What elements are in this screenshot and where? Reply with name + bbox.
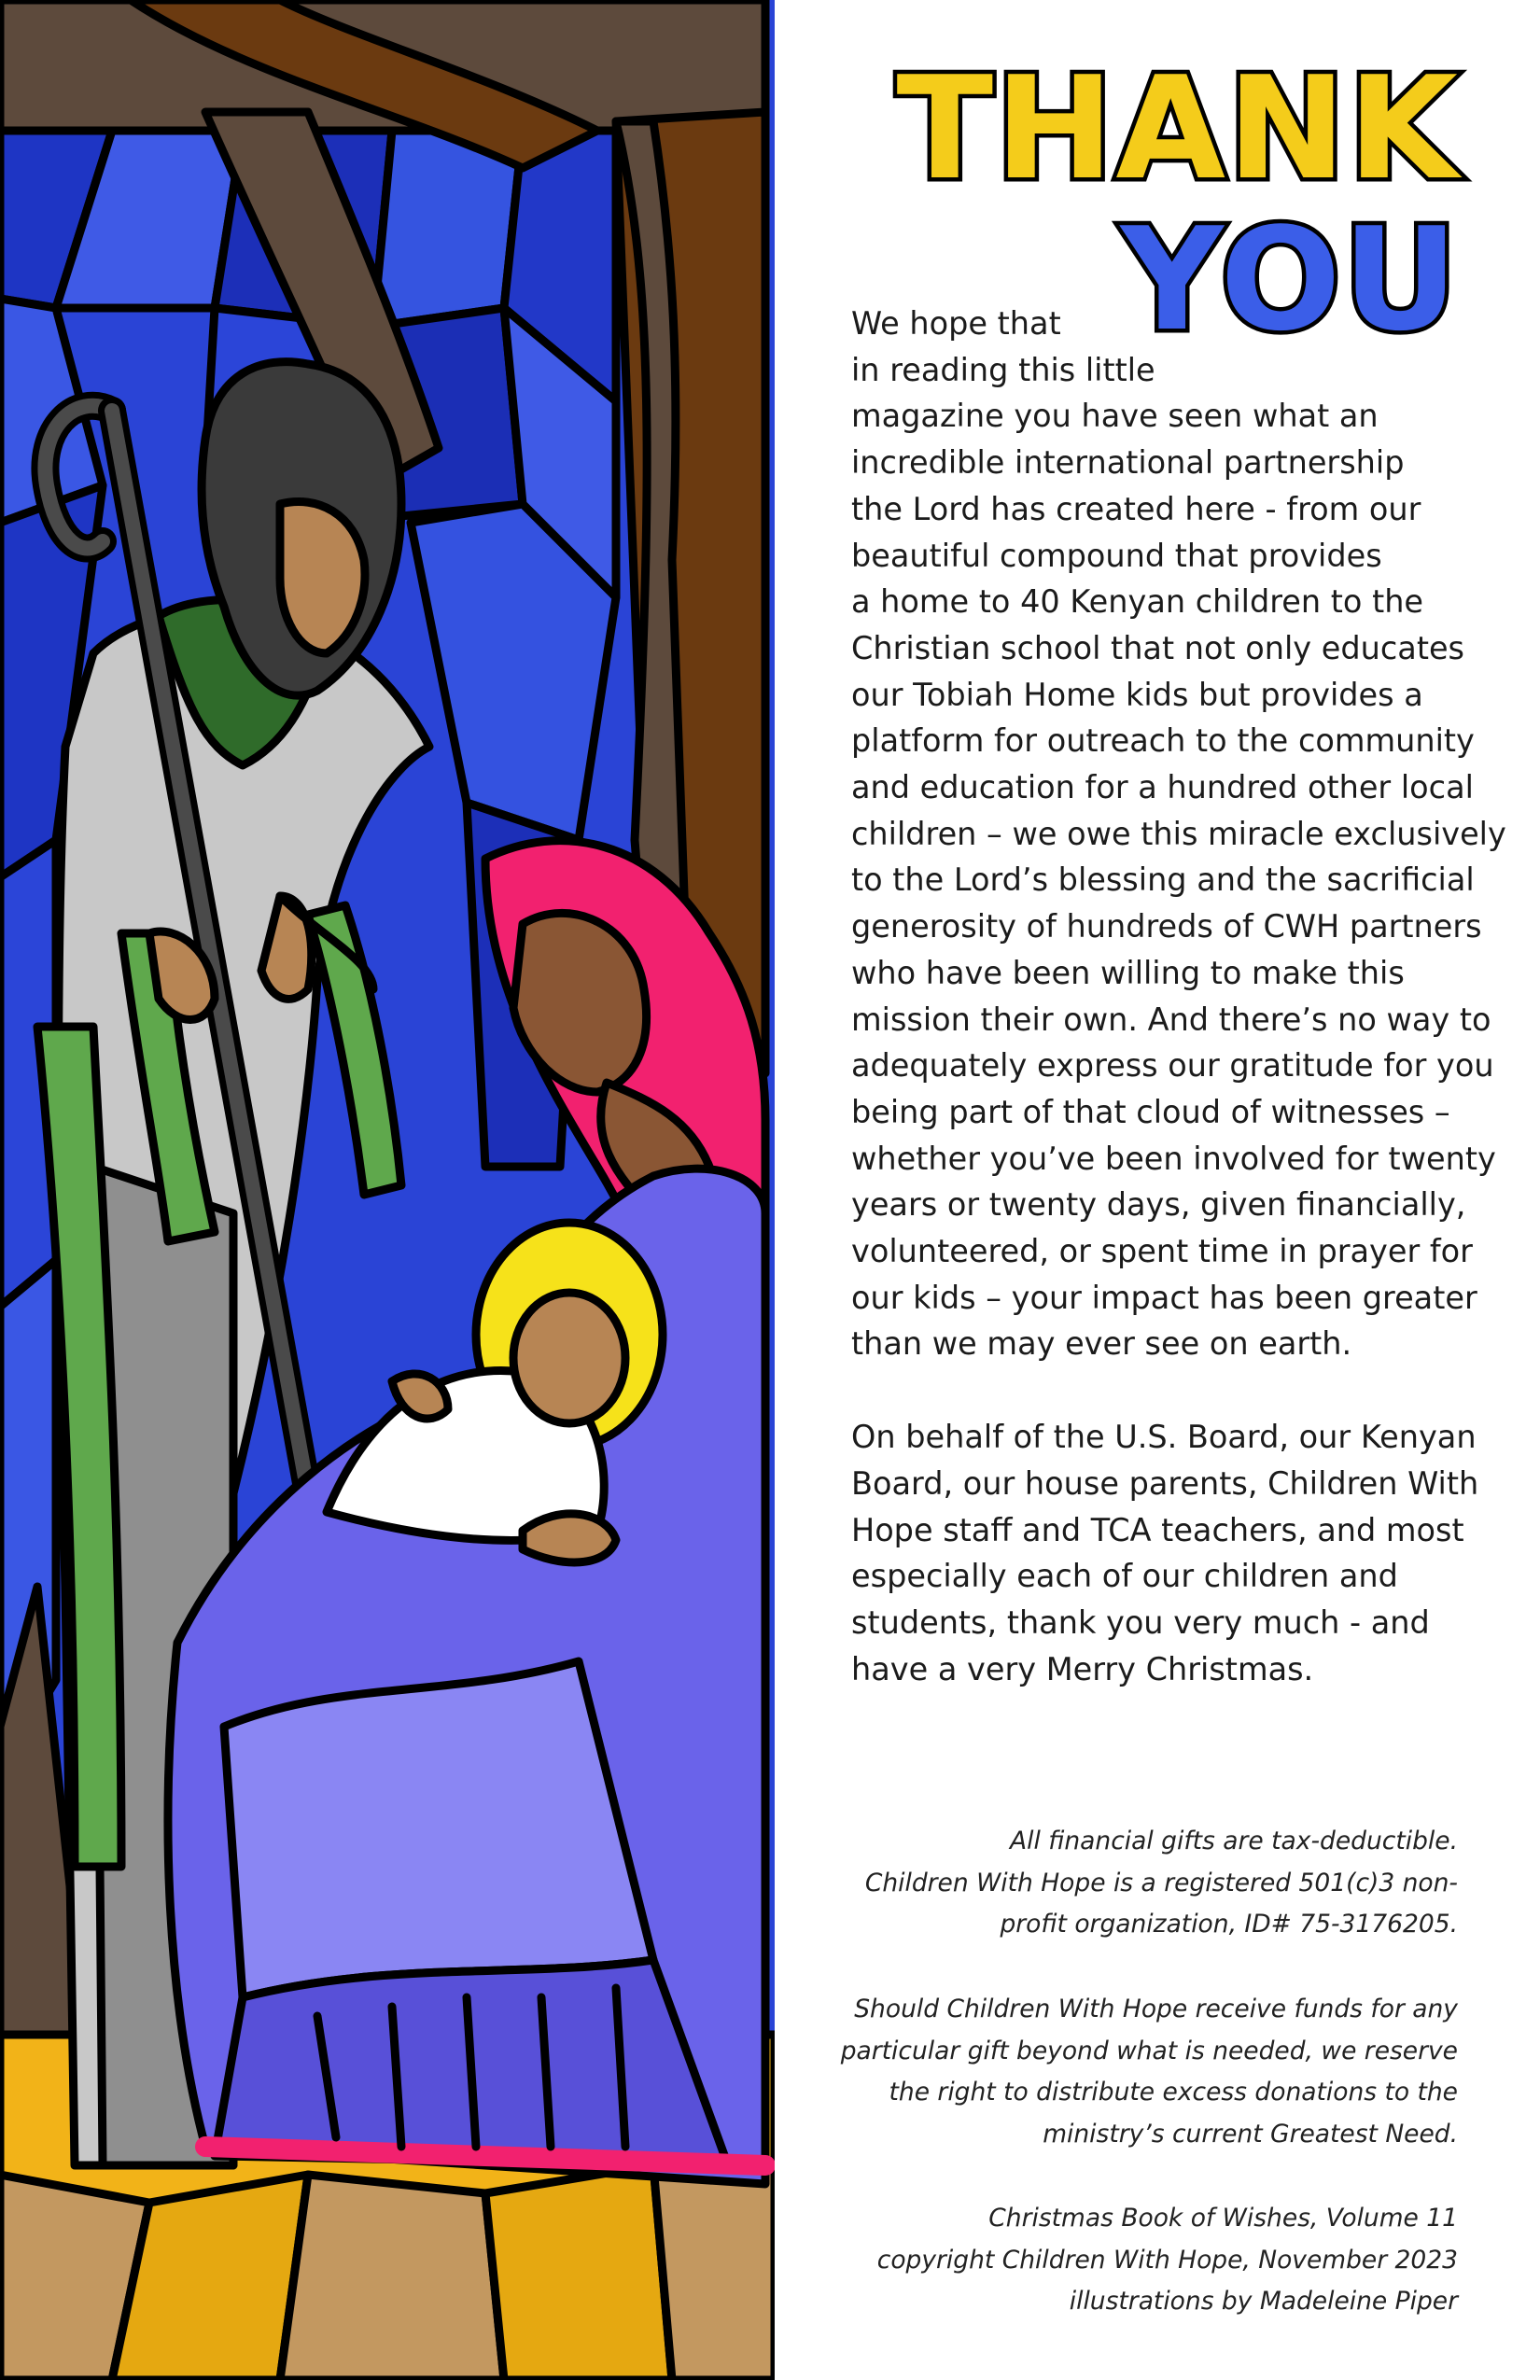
text-line: being part of that cloud of witnesses – xyxy=(851,1093,1450,1130)
note-line: ministry’s current Greatest Need. xyxy=(1043,2119,1458,2149)
text-line: Board, our house parents, Children With xyxy=(851,1464,1479,1502)
text-line: who have been willing to make this xyxy=(851,954,1405,991)
tax-deductible-note xyxy=(865,1821,1458,1946)
text-line: our kids – your impact has been greater xyxy=(851,1279,1477,1316)
text-line: the Lord has created here - from our xyxy=(851,490,1421,527)
text-line: students, thank you very much - and xyxy=(851,1603,1430,1641)
note-line: particular gift beyond what is needed, we reserve xyxy=(840,2036,1458,2065)
text-line: to the Lord’s blessing and the sacrificial xyxy=(851,861,1475,899)
text-line: incredible international partnership xyxy=(851,444,1405,482)
paragraph-merry-christmas xyxy=(851,1414,1505,1692)
excess-funds-note xyxy=(841,1989,1458,2155)
text-line: years or twenty days, given financially, xyxy=(851,1186,1466,1224)
text-line: magazine you have seen what an xyxy=(851,398,1379,435)
paragraph-gratitude xyxy=(851,301,1505,1367)
text-line: On behalf of the U.S. Board, our Kenyan xyxy=(851,1419,1477,1456)
note-line: All financial gifts are tax-deductible. xyxy=(1009,1827,1458,1855)
text-line: especially each of our children and xyxy=(851,1558,1398,1595)
note-line: Children With Hope is a registered 501(c)3 non- xyxy=(864,1868,1458,1897)
text-line: generosity of hundreds of CWH partners xyxy=(851,908,1482,945)
text-line: Hope staff and TCA teachers, and most xyxy=(851,1511,1464,1548)
text-line: whether you’ve been involved for twenty xyxy=(851,1140,1496,1177)
text-line: our Tobiah Home kids but provides a xyxy=(851,676,1423,713)
text-line: platform for outreach to the community xyxy=(851,722,1475,760)
note-line: profit organization, ID# 75-3176205. xyxy=(1000,1910,1458,1939)
note-line: the right to distribute excess donations to the xyxy=(889,2078,1458,2107)
note-line: illustrations by Madeleine Piper xyxy=(1069,2287,1458,2317)
text-line: adequately express our gratitude for you xyxy=(851,1047,1494,1085)
text-line: mission their own. And there’s no way to xyxy=(851,1001,1491,1038)
thank-you-panel xyxy=(775,0,1540,2380)
note-line: copyright Children With Hope, November 2023 xyxy=(876,2245,1458,2275)
note-line: Christmas Book of Wishes, Volume 11 xyxy=(988,2204,1458,2233)
heading-you: YOU xyxy=(1120,197,1460,362)
text-line: have a very Merry Christmas. xyxy=(851,1650,1314,1687)
text-line: than we may ever see on earth. xyxy=(851,1325,1352,1363)
credits-note xyxy=(877,2198,1458,2323)
text-line: beautiful compound that provides xyxy=(851,537,1382,574)
note-line: Should Children With Hope receive funds for any xyxy=(854,1995,1458,2023)
text-line: We hope that xyxy=(851,305,1061,342)
text-line: and education for a hundred other local xyxy=(851,769,1474,806)
heading-thank: THANK xyxy=(896,46,1460,211)
text-line: Christian school that not only educates xyxy=(851,629,1465,666)
paragraph-spacer xyxy=(851,1367,1505,1414)
body-text xyxy=(851,301,1505,1692)
text-line: children – we owe this miracle exclusively xyxy=(851,815,1506,852)
text-line: in reading this little xyxy=(851,351,1155,388)
text-line: a home to 40 Kenyan children to the xyxy=(851,583,1424,621)
text-line: volunteered, or spent time in prayer for xyxy=(851,1233,1473,1270)
